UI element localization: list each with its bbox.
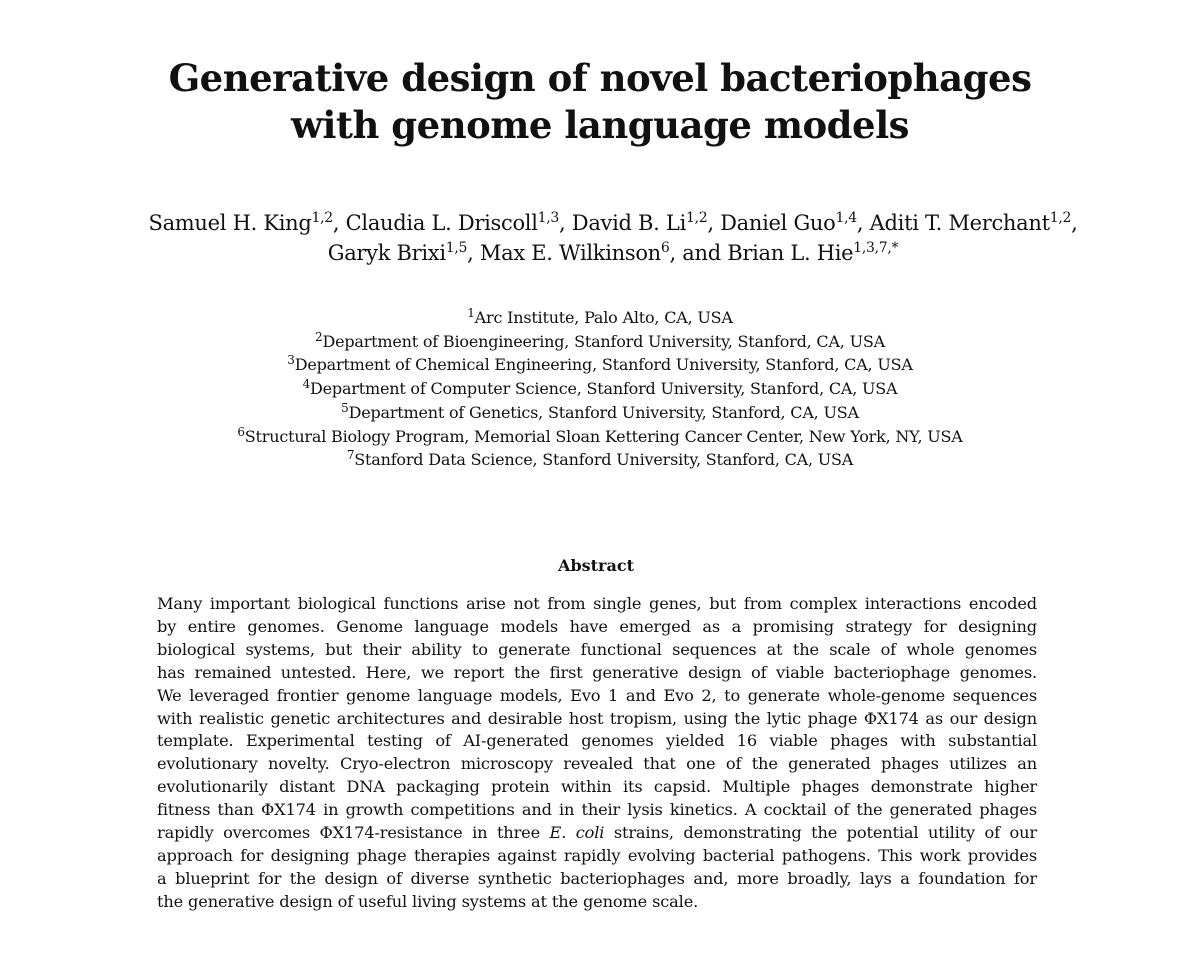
title-line-2: with genome language models [291,103,909,147]
abstract-line: with realistic genetic architectures and desirable host tropism, using the lytic phage ΦX174 as our design [157,708,1037,728]
author-name: Garyk Brixi [327,241,446,265]
affiliation [0,401,1200,425]
affiliation-number: 4 [302,377,311,392]
abstract-line: fitness than ΦX174 in growth competitions and in their lysis kinetics. A cocktail of the generated phages [157,800,1037,820]
author-separator: , [467,241,480,265]
author-row-2 [60,238,1166,268]
affiliation-number: 7 [346,448,355,463]
title-line-1: Generative design of novel bacteriophages [168,56,1032,100]
affiliation [0,448,1200,472]
abstract-line: We leveraged frontier genome language models, Evo 1 and Evo 2, to generate whole-genome sequences [157,685,1037,705]
affiliation-text: Department of Chemical Engineering, Stanford University, Stanford, CA, USA [294,355,913,375]
author-affiliation-marker: 1,4 [835,210,857,226]
author-name: David B. Li [571,211,686,235]
abstract-line: evolutionary novelty. Cryo-electron microscopy revealed that one of the generated phages utilizes an [157,754,1037,774]
affiliation [0,353,1200,377]
author-affiliation-marker: 1,5 [445,240,468,256]
affiliation-text: Stanford Data Science, Stanford University, Stanford, CA, USA [354,450,854,470]
author-affiliation-marker: 1,2 [686,210,708,226]
author-separator: , [707,211,721,235]
author-separator: , [332,211,346,235]
affiliation-text: Arc Institute, Palo Alto, CA, USA [474,308,733,327]
abstract-heading: Abstract [558,556,634,575]
organism-name: E. coli [549,823,605,843]
author-affiliation-marker: 1,3 [537,210,560,226]
author-row-1 [60,208,1166,238]
author-name: Brian L. Hie [727,241,854,265]
affiliation-number: 6 [237,424,245,439]
affiliation [0,377,1200,401]
abstract-line: biological systems, but their ability to generate functional sequences at the scale of whole genomes [157,639,1037,659]
affiliation-number: 2 [315,329,323,344]
abstract-line: approach for designing phage therapies against rapidly evolving bacterial pathogens. This work provides [157,845,1037,865]
author-name: Daniel Guo [720,211,836,235]
affiliation-text: Department of Bioengineering, Stanford University, Stanford, CA, USA [322,331,885,351]
affiliation-list [0,306,1200,472]
abstract-line: template. Experimental testing of AI-generated genomes yielded 16 viable phages with substantial [157,731,1037,751]
abstract-line: a blueprint for the design of diverse synthetic bacteriophages and, more broadly, lays a foundation for [157,868,1037,888]
affiliation-text: Structural Biology Program, Memorial Sloan Kettering Cancer Center, New York, NY, USA [244,426,963,446]
author-affiliation-marker: 1,2 [1049,210,1072,226]
author-list [60,208,1166,268]
affiliation [0,330,1200,354]
paper-title [0,55,1200,149]
affiliation [0,425,1200,449]
author-affiliation-marker: 1,3,7,* [853,240,899,256]
author-name: Max E. Wilkinson [479,241,661,265]
abstract-line-tail: strains, demonstrating the potential utility of our [604,823,1037,843]
abstract-line-head: rapidly overcomes ΦX174-resistance in three [157,823,550,843]
author-separator: , [1071,211,1078,235]
author-name: Samuel H. King [148,211,312,235]
abstract-line: the generative design of useful living systems at the genome scale. [157,891,699,911]
abstract-line: Many important biological functions arise not from single genes, but from complex interactions encoded [157,594,1037,613]
abstract-body [157,593,1037,914]
author-separator: , and [669,241,728,265]
author-name: Aditi T. Merchant [869,211,1050,235]
affiliation-text: Department of Computer Science, Stanford University, Stanford, CA, USA [310,379,898,399]
abstract-line [157,822,1037,845]
author-name: Claudia L. Driscoll [345,211,538,235]
author-affiliation-marker: 6 [660,240,670,256]
affiliation [0,306,1200,330]
author-affiliation-marker: 1,2 [311,210,333,226]
abstract-line: by entire genomes. Genome language models have emerged as a promising strategy for designing [157,616,1037,636]
author-separator: , [856,211,870,235]
abstract-line: evolutionarily distant DNA packaging protein within its capsid. Multiple phages demonstrate higher [157,777,1037,797]
affiliation-number: 1 [467,306,475,320]
affiliation-text: Department of Genetics, Stanford University, Stanford, CA, USA [348,402,859,422]
affiliation-number: 3 [287,353,295,368]
affiliation-number: 5 [341,400,349,415]
author-separator: , [559,211,572,235]
abstract-line: has remained untested. Here, we report the first generative design of viable bacteriophage genomes. [157,662,1037,682]
